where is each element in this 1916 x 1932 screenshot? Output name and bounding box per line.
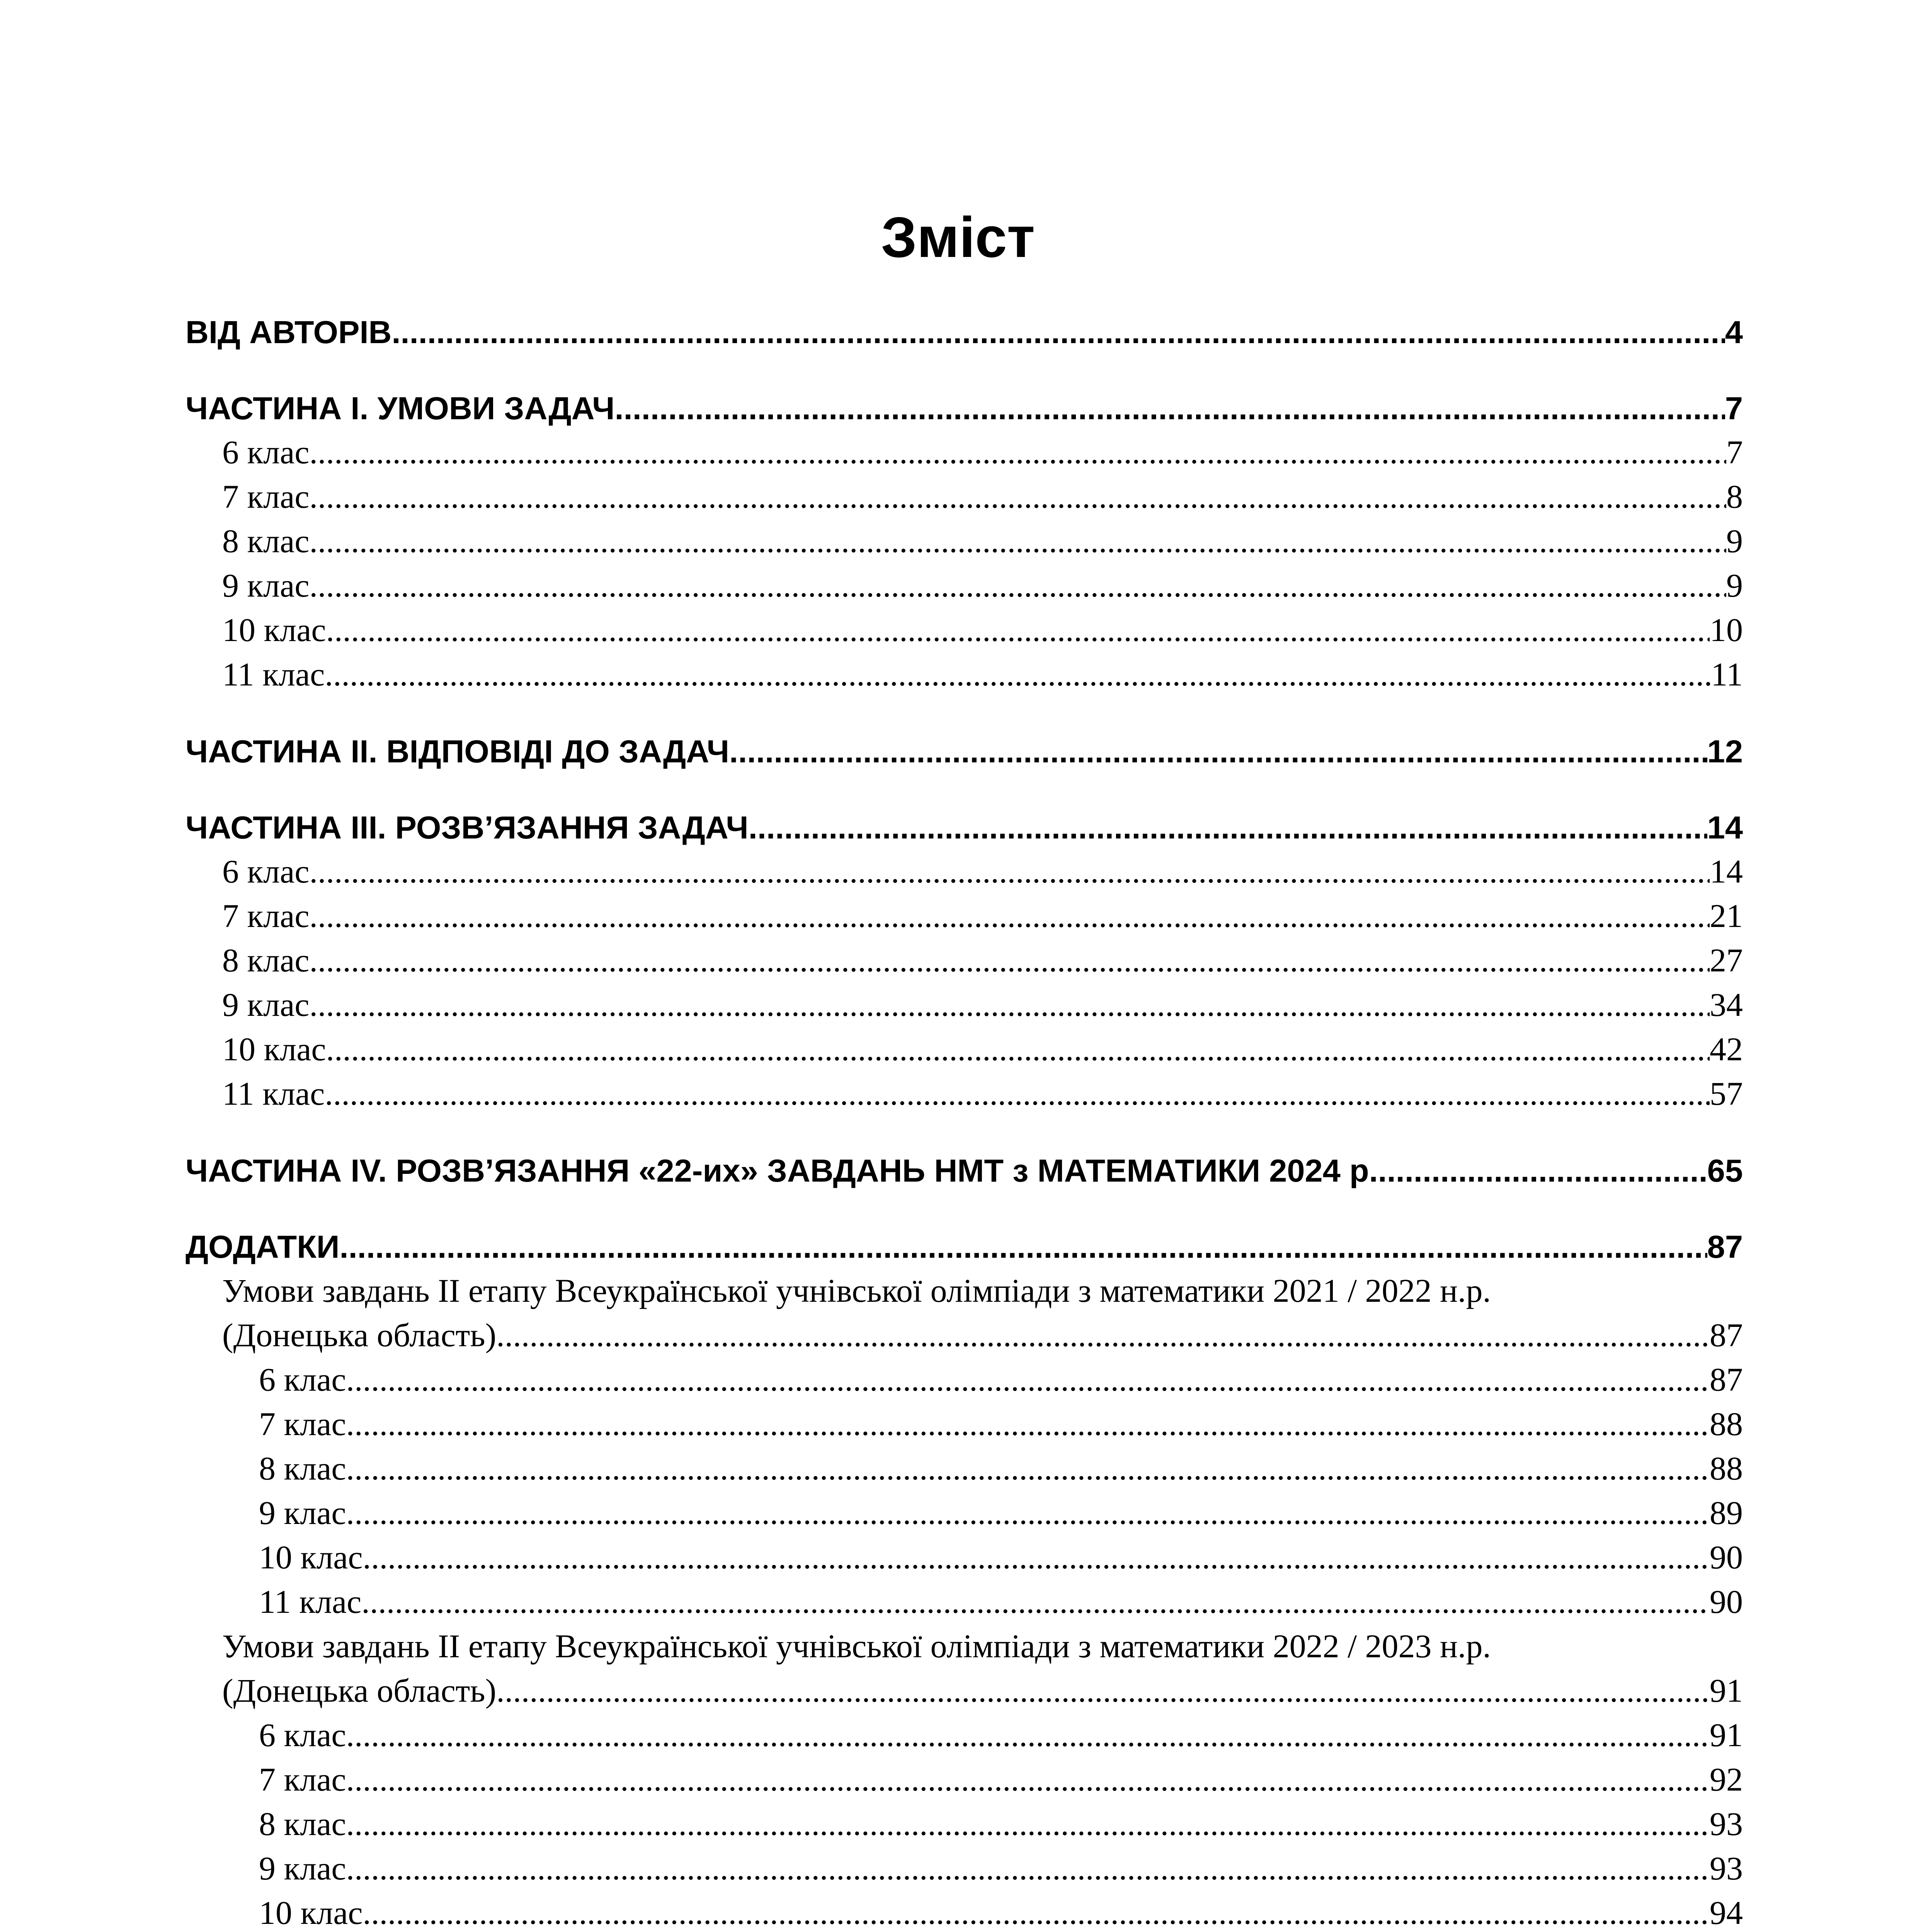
toc-subentry-label: 10 клас <box>222 1031 326 1068</box>
toc-leader-dots <box>391 311 1725 354</box>
toc-subentry[interactable] <box>222 430 1743 474</box>
toc-subentry-page: 8 <box>1726 478 1743 515</box>
toc-subentry-label: 8 клас <box>222 522 310 560</box>
toc-subentry-page: 90 <box>1710 1539 1743 1576</box>
toc-subentry[interactable] <box>259 1402 1743 1446</box>
toc-subentry-page: 10 <box>1710 611 1743 648</box>
toc-leader-dots <box>1378 1150 1707 1192</box>
toc-subentry-label: 6 клас <box>222 853 310 890</box>
toc-subentry-label: 11 клас <box>222 656 325 693</box>
toc-leader-dots <box>346 1446 1710 1491</box>
toc-leader-dots <box>496 1313 1710 1357</box>
toc-subentry-page: 27 <box>1710 942 1743 979</box>
toc-leader-dots <box>496 1668 1710 1713</box>
toc-leader-dots <box>310 938 1710 983</box>
toc-subentry[interactable] <box>222 608 1743 652</box>
toc-leader-dots <box>310 894 1710 938</box>
toc-subentry[interactable] <box>259 1446 1743 1491</box>
appendix-section-title[interactable]: Умови завдань II етапу Всеукраїнської учнівської олімпіади з математики 2022 / 2023 н.р. <box>222 1628 1491 1665</box>
appendix-section-title-cont[interactable] <box>222 1668 1743 1713</box>
toc-leader-dots <box>325 652 1711 697</box>
toc-entry-page: 4 <box>1725 314 1743 350</box>
toc-subentry[interactable] <box>222 652 1743 697</box>
toc-subentry[interactable] <box>259 1846 1743 1891</box>
toc-subentry-page: 90 <box>1710 1583 1743 1620</box>
toc-leader-dots <box>310 563 1726 608</box>
toc-leader-dots <box>310 430 1726 474</box>
toc-leader-dots <box>346 1713 1710 1757</box>
toc-leader-dots <box>346 1757 1710 1802</box>
toc-leader-dots <box>361 1580 1710 1624</box>
toc-entry-appendix[interactable] <box>185 1226 1743 1268</box>
toc-subentry-label: 7 клас <box>222 478 310 515</box>
toc-entry-page: 65 <box>1707 1153 1743 1189</box>
toc-entry-label: ЧАСТИНА II. ВІДПОВІДІ ДО ЗАДАЧ <box>185 733 730 769</box>
toc-subentry-page: 57 <box>1710 1075 1743 1112</box>
toc-subentry-label: 10 клас <box>259 1894 363 1931</box>
toc-subentry-page: 91 <box>1710 1716 1743 1753</box>
toc-subentry[interactable] <box>222 563 1743 608</box>
toc-leader-dots <box>615 387 1725 430</box>
toc-leader-dots <box>729 730 1707 773</box>
toc-subentry[interactable] <box>222 983 1743 1027</box>
toc-subentry-label: (Донецька область) <box>222 1316 497 1354</box>
toc-leader-dots <box>346 1802 1710 1846</box>
toc-entry-part2[interactable] <box>185 730 1743 773</box>
toc-subentry-page: 21 <box>1710 897 1743 934</box>
toc-subentry[interactable] <box>222 849 1743 894</box>
toc-subentry[interactable] <box>259 1802 1743 1846</box>
toc-leader-dots <box>326 1027 1710 1071</box>
appendix-section-title-cont[interactable] <box>222 1313 1743 1357</box>
toc-subentry-label: 11 клас <box>222 1075 325 1112</box>
toc-leader-dots <box>346 1402 1710 1446</box>
toc-leader-dots <box>310 983 1710 1027</box>
toc-subentry-label: 8 клас <box>222 942 310 979</box>
toc-subentry-label: 7 клас <box>222 897 310 934</box>
toc-leader-dots <box>310 519 1726 563</box>
toc-subentry-label: (Донецька область) <box>222 1672 497 1709</box>
toc-subentry-label: 9 клас <box>259 1850 346 1887</box>
toc-subentry-page: 88 <box>1710 1450 1743 1487</box>
toc-leader-dots <box>346 1846 1710 1891</box>
toc-subentry-page: 94 <box>1710 1894 1743 1931</box>
toc-entry-part1[interactable] <box>185 387 1743 430</box>
toc-subentry-page: 42 <box>1710 1031 1743 1068</box>
toc-subentry-page: 34 <box>1710 986 1743 1023</box>
toc-subentry[interactable] <box>259 1357 1743 1402</box>
toc-subentry-label: 9 клас <box>222 567 310 604</box>
toc-entry-label: ВІД АВТОРІВ <box>185 314 392 350</box>
toc-subentry-page: 91 <box>1710 1672 1743 1709</box>
toc-subentry-page: 93 <box>1710 1805 1743 1842</box>
toc-subentry-page: 11 <box>1711 656 1743 693</box>
toc-subentry-page: 93 <box>1710 1850 1743 1887</box>
toc-subentry-label: 9 клас <box>222 986 310 1023</box>
toc-subentry-page: 87 <box>1710 1316 1743 1354</box>
toc-entry-part3[interactable] <box>185 806 1743 849</box>
toc-subentry-page: 87 <box>1710 1361 1743 1398</box>
toc-leader-dots <box>340 1226 1707 1268</box>
toc-subentry[interactable] <box>222 894 1743 938</box>
toc-entry-label: ЧАСТИНА IV. РОЗВ’ЯЗАННЯ «22-их» ЗАВДАНЬ НМТ з МАТЕМАТИКИ 2024 р. <box>185 1153 1378 1189</box>
toc-leader-dots <box>363 1535 1710 1580</box>
toc-entry-label: ЧАСТИНА III. РОЗВ’ЯЗАННЯ ЗАДАЧ <box>185 810 749 845</box>
toc-subentry-label: 8 клас <box>259 1450 346 1487</box>
toc-subentry-page: 7 <box>1726 434 1743 471</box>
toc-leader-dots <box>346 1357 1710 1402</box>
toc-subentry[interactable] <box>222 938 1743 983</box>
toc-subentry[interactable] <box>259 1580 1743 1624</box>
toc-subentry-label: 9 клас <box>259 1494 346 1531</box>
toc-subentry-page: 14 <box>1710 853 1743 890</box>
toc-subentry[interactable] <box>259 1891 1743 1932</box>
toc-entry-page: 14 <box>1707 810 1743 845</box>
toc-leader-dots <box>326 608 1710 652</box>
page-title: Зміст <box>881 206 1035 269</box>
toc-subentry-label: 7 клас <box>259 1761 346 1798</box>
toc-subentry[interactable] <box>222 474 1743 519</box>
toc-subentry[interactable] <box>222 1027 1743 1071</box>
toc-entry-page: 12 <box>1707 733 1743 769</box>
toc-subentry-label: 6 клас <box>259 1361 346 1398</box>
toc-leader-dots <box>749 806 1707 849</box>
toc-leader-dots <box>325 1071 1710 1116</box>
toc-subentry-label: 8 клас <box>259 1805 346 1842</box>
toc-subentry-label: 6 клас <box>222 434 310 471</box>
toc-entry-page: 87 <box>1707 1229 1743 1265</box>
toc-subentry-page: 9 <box>1726 522 1743 560</box>
toc-subentry-label: 11 клас <box>259 1583 362 1620</box>
toc-subentry-label: 10 клас <box>259 1539 363 1576</box>
toc-subentry-page: 89 <box>1710 1494 1743 1531</box>
appendix-section-title[interactable]: Умови завдань II етапу Всеукраїнської учнівської олімпіади з математики 2021 / 2022 н.р. <box>222 1272 1491 1309</box>
toc-subentry-page: 9 <box>1726 567 1743 604</box>
toc-subentry-label: 7 клас <box>259 1405 346 1442</box>
toc-entry-part4[interactable] <box>185 1150 1743 1192</box>
toc-subentry[interactable] <box>259 1491 1743 1535</box>
toc-subentry-page: 88 <box>1710 1405 1743 1442</box>
toc-entry-page: 7 <box>1725 390 1743 426</box>
toc-subentry[interactable] <box>259 1535 1743 1580</box>
toc-entry-label: ДОДАТКИ <box>185 1229 340 1265</box>
toc-subentry[interactable] <box>259 1757 1743 1802</box>
toc-entry-from-authors[interactable] <box>185 311 1743 354</box>
toc-leader-dots <box>310 474 1726 519</box>
toc-subentry[interactable] <box>222 519 1743 563</box>
toc-subentry[interactable] <box>259 1713 1743 1757</box>
toc-leader-dots <box>310 849 1710 894</box>
toc-subentry-label: 6 клас <box>259 1716 346 1753</box>
toc-leader-dots <box>363 1891 1710 1932</box>
toc-subentry-page: 92 <box>1710 1761 1743 1798</box>
toc-entry-label: ЧАСТИНА I. УМОВИ ЗАДАЧ <box>185 390 615 426</box>
toc-subentry[interactable] <box>222 1071 1743 1116</box>
toc-subentry-label: 10 клас <box>222 611 326 648</box>
toc-leader-dots <box>346 1491 1710 1535</box>
